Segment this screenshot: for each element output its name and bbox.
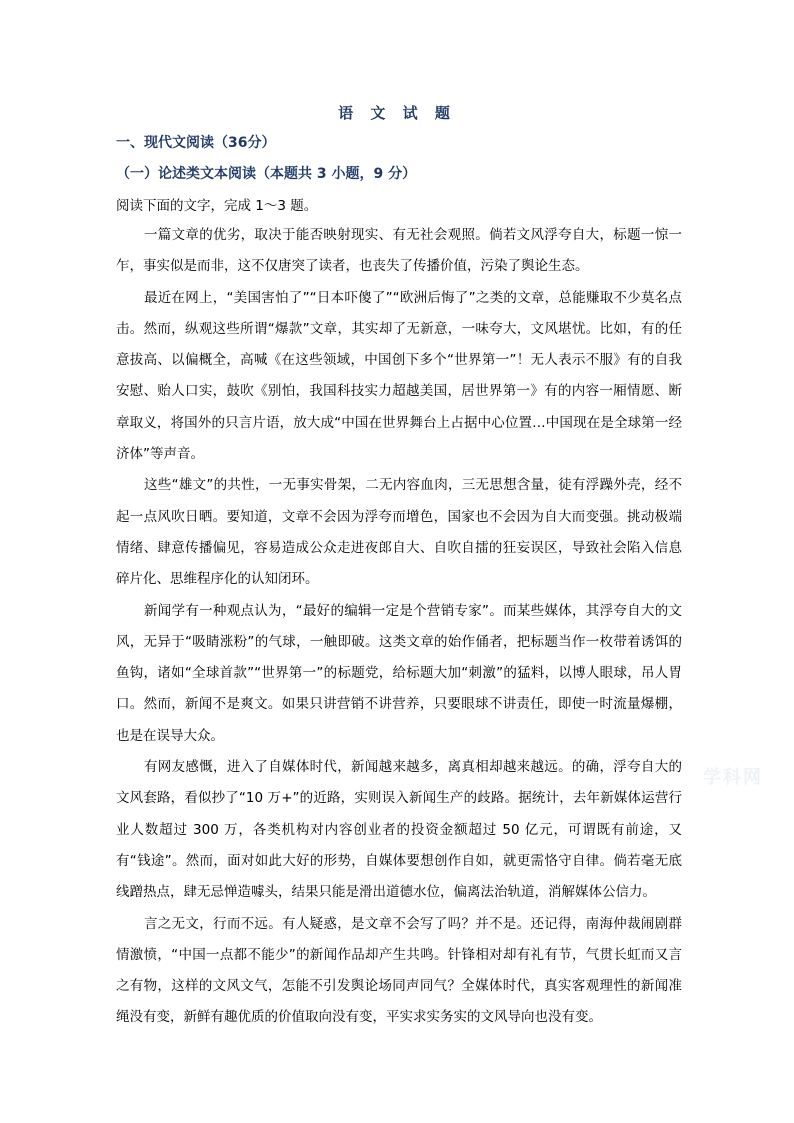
- section-heading: 一、现代文阅读（36分）: [116, 135, 276, 151]
- article-paragraph-6: 言之无文，行而不远。有人疑惑，是文章不会写了吗？并不是。还记得，南海仲裁闹剧群情激愤，“中国一点都不能少”的新闻作品却产生共鸣。针锋相对却有礼有节，气贯长虹而又言之有物，这样的文风文气，怎能不引发舆论场同声同气？全媒体时代，真实客观理性的新闻准绳没有变，新鲜有趣优质的价值取向没有变，平实求实务实的文风导向也没有变。: [116, 915, 682, 1026]
- subsection-heading: （一）论述类文本阅读（本题共 3 小题，9 分）: [116, 166, 417, 182]
- article-paragraph-1: 一篇文章的优劣，取决于能否映射现实、有无社会观照。倘若文风浮夸自大，标题一惊一乍，事实似是而非，这不仅唐突了读者，也丧失了传播价值，污染了舆论生态。: [116, 227, 682, 275]
- article-paragraph-2: 最近在网上，“美国害怕了”“日本吓傻了”“欧洲后悔了”之类的文章，总能赚取不少莫名点击。然而，纵观这些所谓“爆款”文章，其实却了无新意，一味夸大，文风堪忧。比如，有的任意拔高、以偏概全，高喊《在这些领域，中国创下多个“世界第一”！无人表示不服》有的自我安慰、贻人口实，鼓吹《别怕，我国科技实力超越美国，居世界第一》有的内容一厢情愿、断章取义，将国外的只言片语，放大成“中国在世界舞台上占据中心位置…中国现在是全球第一经济体”等声音。: [116, 289, 682, 463]
- article-body: [116, 220, 682, 1034]
- article-paragraph-3: 这些“雄文”的共性，一无事实骨架，二无内容血肉，三无思想含量，徒有浮躁外壳，经不起一点风吹日晒。要知道，文章不会因为浮夸而增色，国家也不会因为自大而变强。挑动极端情绪、肆意传播偏见，容易造成公众走进夜郎自大、自吹自擂的狂妄误区，导致社会陷入信息碎片化、思维程序化的认知闭环。: [116, 477, 682, 588]
- article-paragraph-4: 新闻学有一种观点认为，“最好的编辑一定是个营销专家”。而某些媒体，其浮夸自大的文风，无异于“吸睛涨粉”的气球，一触即破。这类文章的始作俑者，把标题当作一枚带着诱饵的鱼钩，诸如“全球首款”“世界第一”的标题党，给标题大加“刺激”的猛料，以博人眼球，吊人胃口。然而，新闻不是爽文。如果只讲营销不讲营养，只要眼球不讲责任，即使一时流量爆棚，也是在误导大众。: [116, 602, 682, 744]
- article-paragraph-5: 有网友感慨，进入了自媒体时代，新闻越来越多，离真相却越来越远。的确，浮夸自大的文风套路，看似抄了“10 万+”的近路，实则误入新闻生产的歧路。据统计，去年新媒体运营行业人数超过 300 万，各类机构对内容创业者的投资金额超过 50 亿元，可谓既有前途，又有“钱途”。然而，面对如此大好的形势，自媒体要想创作自如，就更需恪守自律。倘若毫无底线蹭热点，肆无忌惮造噱头，结果只能是滑出道德水位，偏离法治轨道，消解媒体公信力。: [116, 759, 682, 901]
- watermark: 学科网: [703, 767, 763, 788]
- reading-instruction: 阅读下面的文字，完成 1～3 题。: [116, 198, 318, 214]
- page-title: 语 文 试 题: [338, 104, 456, 122]
